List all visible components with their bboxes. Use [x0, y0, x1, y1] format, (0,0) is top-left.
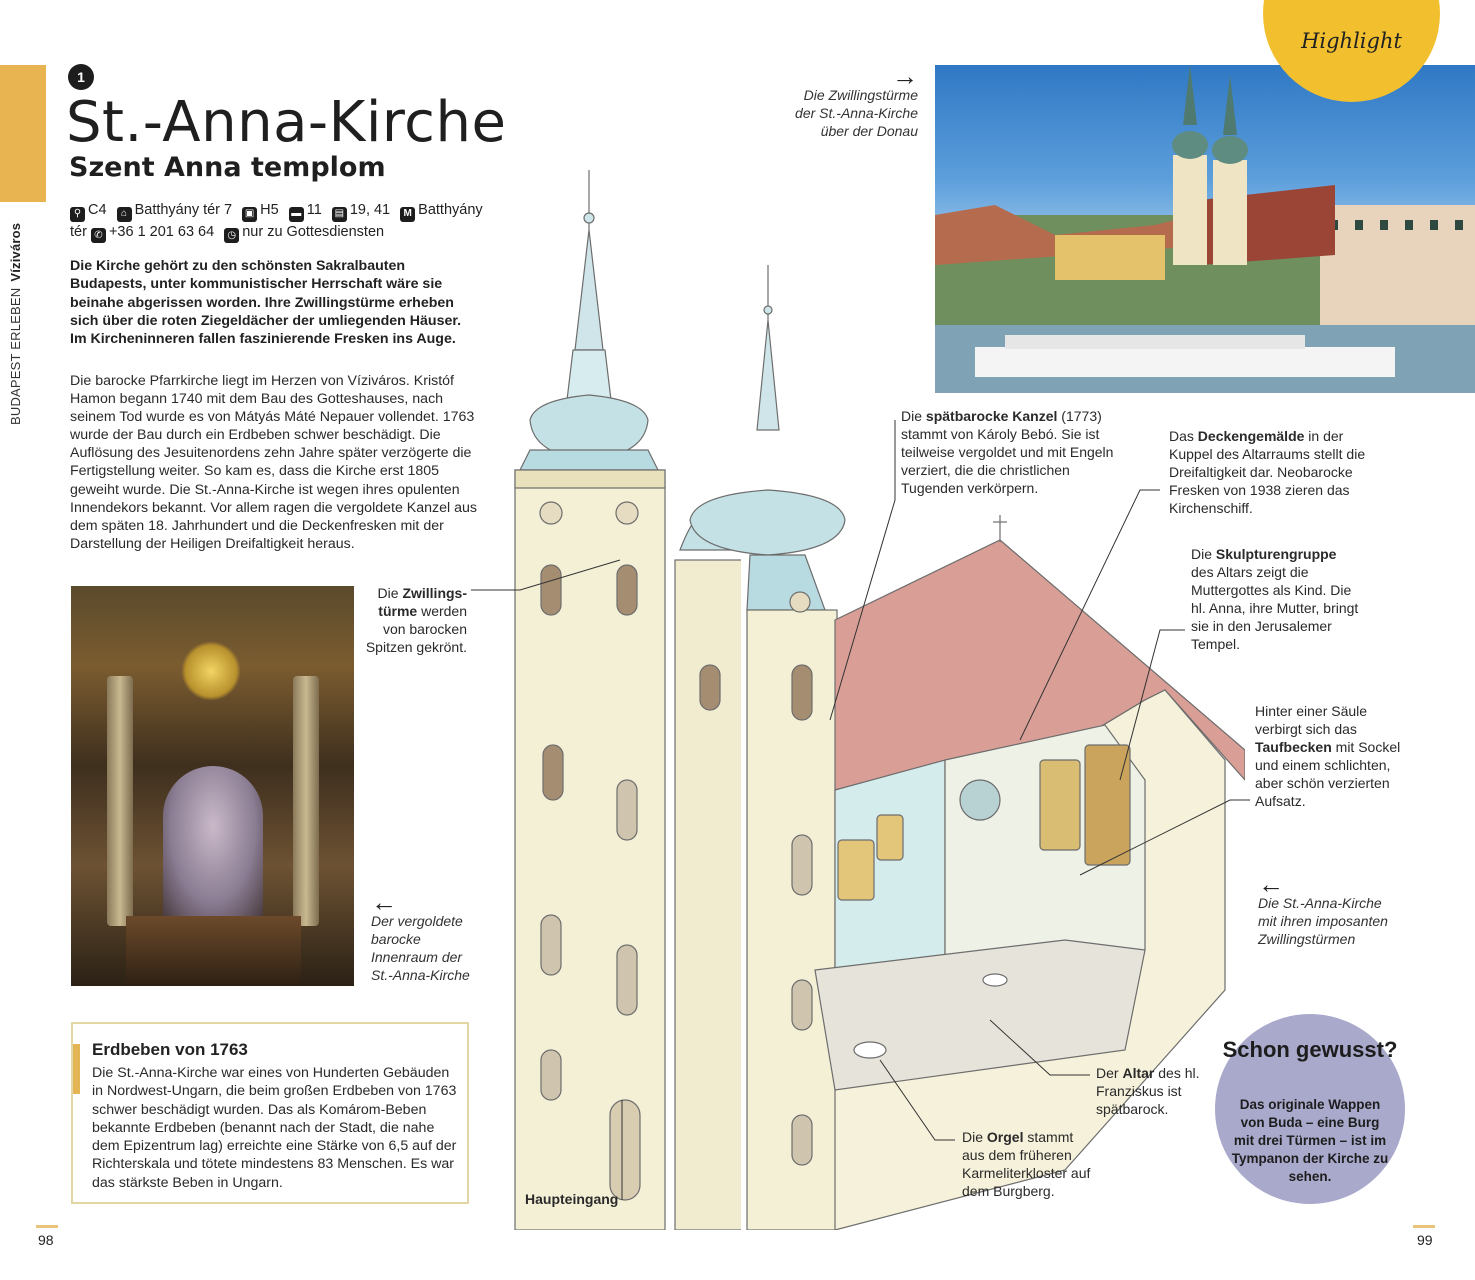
- highlight-label: Highlight: [1301, 29, 1402, 53]
- tram-icon: ▤: [332, 207, 347, 222]
- caption-pulpit: Die spätbarocke Kanzel (1773) stammt von Károly Bebó. Sie ist teilweise vergoldet und mit Engeln verziert, die die christlichen Tugenden verkörpern.: [901, 408, 1114, 496]
- district-label: Víziváros: [8, 222, 23, 282]
- infobox-title: Erdbeben von 1763: [92, 1040, 248, 1059]
- phone-icon: ✆: [91, 228, 106, 243]
- clock-icon: ◷: [224, 228, 239, 243]
- section-label: BUDAPEST ERLEBEN: [8, 287, 23, 425]
- caption-twin-towers: ← Die St.-Anna-Kirche mit ihren imposanten Zwillingstürmen: [1258, 874, 1398, 948]
- tram-line: ▤ 19, 41: [332, 202, 390, 218]
- caption-ceiling-painting: Das Deckengemälde in der Kuppel des Altarraums stellt die Dreifaltigkeit dar. Neobarocke Fresken von 1938 zieren das Kirchenschiff.: [1169, 428, 1366, 516]
- metro-station: M Batthyány tér: [70, 202, 483, 240]
- did-you-know-badge: [1215, 1014, 1405, 1204]
- caption-main-entrance: Haupteingang: [525, 1191, 619, 1207]
- caption-towers: Die Zwillingstürme werden von barocken Spitzen gekrönt.: [365, 585, 467, 655]
- arrow-right-icon: →: [892, 61, 918, 91]
- opening-hours: ◷ nur zu Gottesdiensten: [224, 224, 384, 240]
- infobox-text: Die St.-Anna-Kirche war eines von Hunderten Gebäuden in Nordwest-Ungarn, die beim großen Erdbeben von 1763 schwer beschädigt wurden. Das als Komárom-Beben bekannte Erdbeben (benannt nach der Stadt, die nahe dem Epizentrum lag) erreichte eine Stärke von 6,5 auf der Richterskala und tötete mindestens 83 Menschen. Es war das stärkste Beben in Ungarn.: [92, 1065, 457, 1191]
- caption-organ: Die Orgel stammt aus dem früheren Karmeliterkloster auf dem Burgberg.: [962, 1129, 1091, 1199]
- hev-line: ▣ H5: [242, 202, 279, 218]
- arrow-left-icon: ←: [371, 887, 397, 917]
- address: ⌂ Batthyány tér 7: [117, 202, 233, 218]
- caption-baptismal-font: Hinter einer Säule verbirgt sich das Taufbecken mit Sockel und einem schlichten, aber schön verzierten Aufsatz.: [1255, 703, 1401, 809]
- metro-icon: M: [400, 207, 415, 222]
- caption-danube: → Die Zwillingstürme der St.-Anna-Kirche über der Donau: [790, 66, 918, 140]
- arrow-left-icon: ←: [1258, 869, 1284, 899]
- page-title: St.-Anna-Kirche: [66, 90, 507, 155]
- lead-paragraph: Die Kirche gehört zu den schönsten Sakralbauten Budapests, unter kommunistischer Herrschaft wäre sie beinahe abgerissen worden. Ihre Zwillingstürme erheben sich über die roten Ziegeldächer der umliegenden Häuser. Im Kircheninneren fallen faszinierende Fresken ins Auge.: [70, 258, 462, 348]
- map-pin-icon: ⚲: [70, 207, 85, 222]
- caption-sculpture-group: Die Skulpturengruppe des Altars zeigt die Muttergottes als Kind. Die hl. Anna, ihre Mutter, bringt sie in den Jerusalemer Tempel.: [1191, 546, 1359, 652]
- house-icon: ⌂: [117, 207, 132, 222]
- caption-interior: ← Der vergoldete barocke Innenraum der St.-Anna-Kirche: [371, 892, 481, 984]
- bus-line: ▬ 11: [289, 202, 322, 218]
- page-subtitle: Szent Anna templom: [69, 152, 386, 183]
- page-number-rule: [1413, 1225, 1435, 1228]
- body-paragraph: Die barocke Pfarrkirche liegt im Herzen von Víziváros. Kristóf Hamon begann 1740 mit dem Bau des Gotteshauses, nach seinem Tod wurde es von Mátyás Máté Nepauer vollendet. 1763 wurde der Bau durch ein Erdbeben schwer beschädigt. Die Auflösung des Jesuitenordens zehn Jahre später verzögerte die Fertigstellung weiter. So kam es, dass die Kirche erst 1805 geweiht wurde. Die St.-Anna-Kirche ist wegen ihres opulenten Innendekors bekannt. Vor allem ragen die vergoldete Kanzel aus dem späten 18. Jahrhundert und die Deckenfresken mit der Darstellung der Heiligen Dreifaltigkeit heraus.: [70, 373, 477, 552]
- train-icon: ▣: [242, 207, 257, 222]
- page-number-left: 98: [38, 1232, 54, 1248]
- phone: ✆ +36 1 201 63 64: [91, 224, 214, 240]
- caption-altar: Der Altar des hl. Franziskus ist spätbarock.: [1096, 1065, 1200, 1117]
- bus-icon: ▬: [289, 207, 304, 222]
- sight-number-badge: 1: [68, 64, 94, 90]
- map-ref: ⚲ C4: [70, 202, 107, 218]
- page-number-right: 99: [1417, 1232, 1433, 1248]
- did-you-know-title: Schon gewusst?: [1222, 1037, 1398, 1062]
- did-you-know-text: Das originale Wappen von Buda – eine Burg mit drei Türmen – ist im Tympanon der Kirche zu sehen.: [1231, 1097, 1389, 1184]
